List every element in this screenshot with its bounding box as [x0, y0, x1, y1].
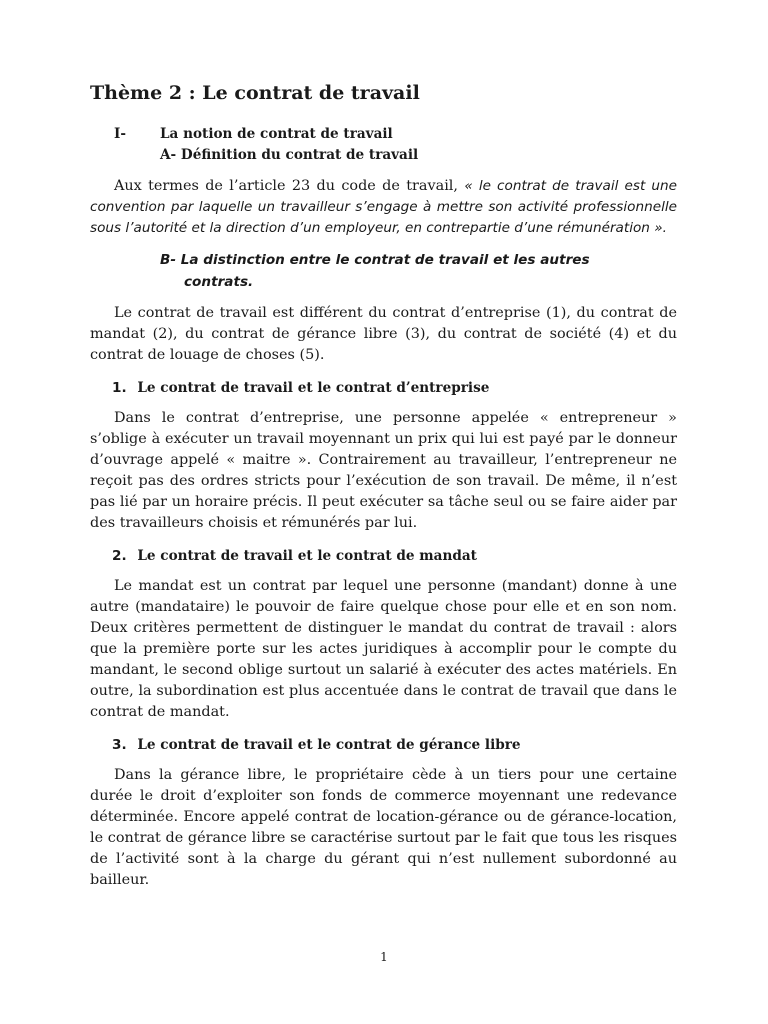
definition-quote: « le contrat de travail est une convention par laquelle un travailleur s’engage à mettre son activité professionnelle sous l’autorité et la direction d’un employeur, en contrepartie d’une rémunération ». — [90, 178, 677, 236]
subsection-heading-B — [160, 249, 677, 293]
definition-lead: Aux termes de l’article 23 du code de travail, — [114, 178, 465, 194]
section-paragraph-1: Dans le contrat d’entreprise, une personne appelée « entrepreneur » s’oblige à exécuter un travail moyennant un prix qui lui est payé par le donneur d’ouvrage appelé « maitre ». Contrairement au travailleur, l’entrepreneur ne reçoit pas des ordres stricts pour l’exécution de son travail. De même, il n’est pas lié par un horaire précis. Il peut exécuter sa tâche seul ou se faire aider par des travailleurs choisis et rémunérés par lui. — [90, 410, 677, 531]
subsection-B-line2: contrats. — [184, 274, 254, 290]
subsection-B-line1: B- La distinction entre le contrat de travail et les autres — [160, 252, 590, 268]
page-number: 1 — [380, 950, 388, 964]
section-heading-text: Le contrat de travail et le contrat d’entreprise — [137, 380, 490, 396]
section-paragraph-2: Le mandat est un contrat par lequel une personne (mandant) donne à une autre (mandataire) le pouvoir de faire quelque chose pour elle et en son nom. Deux critères permettent de distinguer le mandat du contrat de travail : alors que la première porte sur les actes juridiques à accomplir pour le compte du mandant, le second oblige surtout un salarié à exécuter des actes matériels. En outre, la subordination est plus accentuée dans le contrat de travail que dans le contrat de mandat. — [90, 578, 677, 720]
intro-paragraph: Le contrat de travail est différent du contrat d’entreprise (1), du contrat de mandat (2), du contrat de gérance libre (3), du contrat de société (4) et du contrat de louage de choses (5). — [90, 305, 677, 363]
document-title: Thème 2 : Le contrat de travail — [90, 82, 420, 104]
section-number: 3. — [112, 737, 127, 753]
section-heading-2 — [112, 546, 677, 566]
section-number: 2. — [112, 548, 127, 564]
section-heading-text: Le contrat de travail et le contrat de mandat — [137, 548, 477, 564]
section-heading-1 — [112, 378, 677, 398]
section-paragraph-3: Dans la gérance libre, le propriétaire cède à un tiers pour une certaine durée le droit d’exploiter son fonds de commerce moyennant une redevance déterminée. Encore appelé contrat de location-gérance ou de gérance-location, le contrat de gérance libre se caractérise surtout par le fait que tous les risques de l’activité sont à la charge du gérant qui n’est nullement subordonné au bailleur. — [90, 767, 677, 888]
document-page — [90, 82, 677, 901]
section-heading-text: Le contrat de travail et le contrat de gérance libre — [137, 737, 521, 753]
section-heading-I — [114, 124, 677, 145]
subsection-heading-A: A- Définition du contrat de travail — [160, 147, 419, 163]
definition-paragraph — [90, 176, 677, 239]
section-number: I- — [114, 126, 127, 142]
section-heading-3 — [112, 735, 677, 755]
section-label: La notion de contrat de travail — [160, 126, 393, 142]
section-number: 1. — [112, 380, 127, 396]
